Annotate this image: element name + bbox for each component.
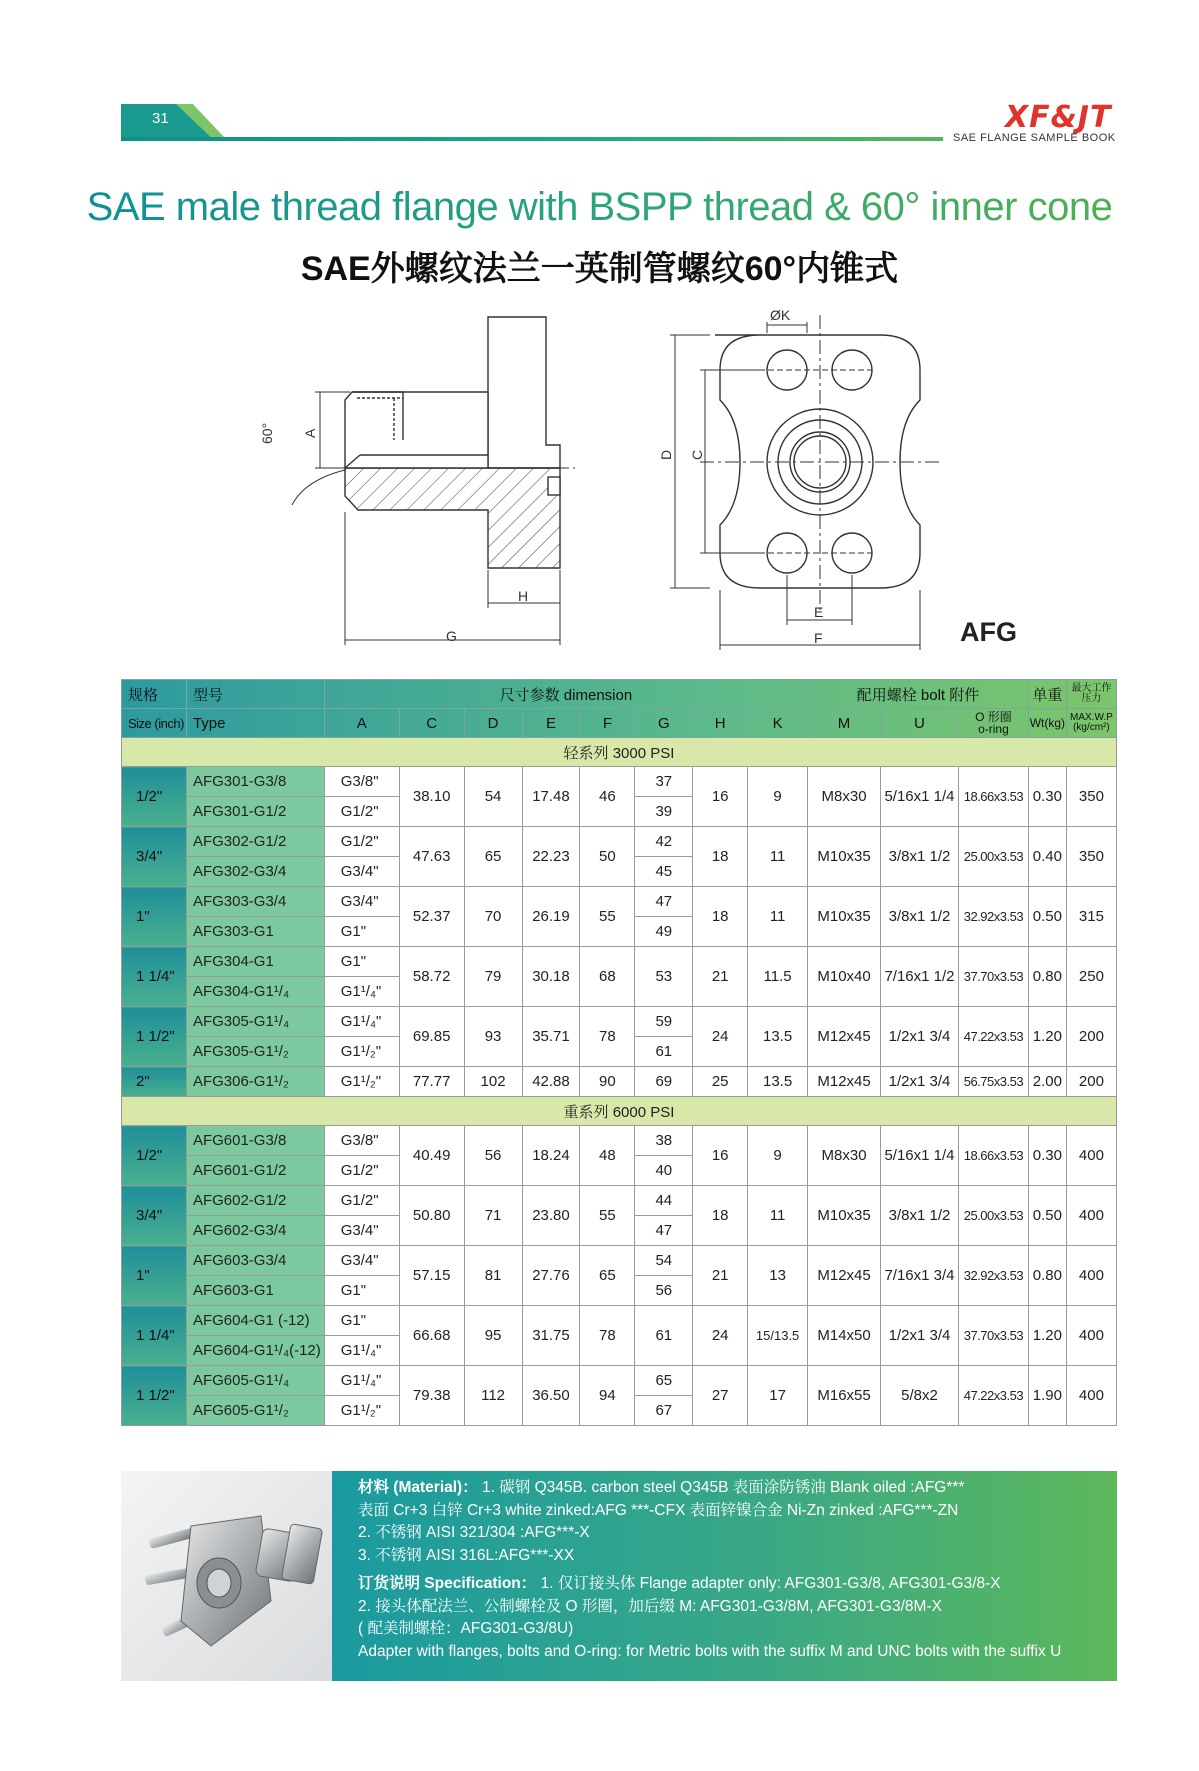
dim-k: 11.5	[748, 947, 808, 1007]
dim-g: 45	[635, 857, 693, 887]
table-header-row-1	[122, 680, 1117, 709]
dim-f: 50	[580, 827, 635, 887]
dim-c: 47.63	[399, 827, 464, 887]
dim-k: 11	[748, 1186, 808, 1246]
bolt-m: M12x45	[808, 1246, 881, 1306]
dim-e: 18.24	[522, 1126, 580, 1186]
oring-size: 37.70x3.53	[958, 947, 1028, 1007]
dim-g: 44	[635, 1186, 693, 1216]
dim-c: 69.85	[399, 1007, 464, 1067]
dim-g: 67	[635, 1396, 693, 1426]
order-line-1: 订货说明 Specification： 1. 仅订接头体 Flange adapter only: AFG301-G3/8, AFG301-G3/8-X	[358, 1575, 1001, 1592]
dim-k: 9	[748, 767, 808, 827]
max-pressure: 400	[1066, 1186, 1116, 1246]
header-weight-cn: 单重	[1028, 680, 1066, 709]
thread-cell: G1¹/₂"	[324, 1396, 399, 1426]
dim-e: 36.50	[522, 1366, 580, 1426]
type-cell: AFG304-G1¹/₄	[186, 977, 324, 1007]
weight: 1.20	[1028, 1306, 1066, 1366]
max-pressure: 350	[1066, 827, 1116, 887]
dim-label-d: D	[658, 449, 674, 460]
bolt-m: M10x35	[808, 887, 881, 947]
bolt-u: 1/2x1 3/4	[881, 1067, 959, 1097]
dim-k: 13	[748, 1246, 808, 1306]
dim-f: 65	[580, 1246, 635, 1306]
dim-c: 50.80	[399, 1186, 464, 1246]
dim-g: 47	[635, 887, 693, 917]
oring-size: 47.22x3.53	[958, 1366, 1028, 1426]
weight: 0.80	[1028, 1246, 1066, 1306]
dim-label-g: G	[446, 628, 457, 644]
bolt-u: 5/8x2	[881, 1366, 959, 1426]
dim-g: 59	[635, 1007, 693, 1037]
dim-f: 78	[580, 1007, 635, 1067]
weight: 0.30	[1028, 1126, 1066, 1186]
dim-label-h: H	[518, 588, 529, 604]
weight: 0.50	[1028, 1186, 1066, 1246]
size-cell: 3/4"	[122, 827, 187, 887]
thread-cell: G3/4"	[324, 857, 399, 887]
series-row	[122, 738, 1117, 767]
type-cell: AFG302-G1/2	[186, 827, 324, 857]
dim-d: 102	[464, 1067, 522, 1097]
bolt-u: 3/8x1 1/2	[881, 887, 959, 947]
flange-product-image	[121, 1471, 332, 1681]
header-dimension: 尺寸参数 dimension	[324, 680, 807, 709]
dim-e: 23.80	[522, 1186, 580, 1246]
bolt-u: 1/2x1 3/4	[881, 1007, 959, 1067]
bolt-m: M12x45	[808, 1067, 881, 1097]
dim-e: 35.71	[522, 1007, 580, 1067]
size-cell: 1"	[122, 887, 187, 947]
dim-g: 40	[635, 1156, 693, 1186]
bolt-m: M8x30	[808, 1126, 881, 1186]
size-cell: 1 1/2"	[122, 1007, 187, 1067]
dim-g: 61	[635, 1306, 693, 1366]
thread-cell: G1"	[324, 1306, 399, 1336]
type-cell: AFG604-G1 (-12)	[186, 1306, 324, 1336]
thread-cell: G1"	[324, 1276, 399, 1306]
header-m: M	[808, 709, 881, 738]
thread-cell: G3/4"	[324, 1216, 399, 1246]
dim-c: 52.37	[399, 887, 464, 947]
thread-cell: G3/4"	[324, 887, 399, 917]
weight: 0.80	[1028, 947, 1066, 1007]
header-oring	[958, 709, 1028, 738]
dim-g: 65	[635, 1366, 693, 1396]
oring-size: 18.66x3.53	[958, 1126, 1028, 1186]
product-code: AFG	[960, 617, 1017, 647]
table-row	[122, 947, 1117, 977]
dim-k: 11	[748, 827, 808, 887]
bolt-u: 3/8x1 1/2	[881, 1186, 959, 1246]
dim-label-c: C	[689, 449, 705, 460]
dim-e: 26.19	[522, 887, 580, 947]
header-type-cn: 型号	[186, 680, 324, 709]
page-number: 31	[152, 110, 169, 127]
type-cell: AFG301-G1/2	[186, 797, 324, 827]
thread-cell: G1/2"	[324, 1156, 399, 1186]
type-cell: AFG603-G1	[186, 1276, 324, 1306]
weight: 2.00	[1028, 1067, 1066, 1097]
thread-cell: G1/2"	[324, 1186, 399, 1216]
thread-cell: G1/2"	[324, 827, 399, 857]
order-line-4: Adapter with flanges, bolts and O-ring: for Metric bolts with the suffix M and UNC bolts with the suffix U	[358, 1642, 1062, 1660]
dim-label-e: E	[814, 604, 824, 620]
size-cell: 1/2"	[122, 767, 187, 827]
header-g: G	[635, 709, 693, 738]
dim-g: 54	[635, 1246, 693, 1276]
thread-cell: G1¹/₄"	[324, 1366, 399, 1396]
table-header-row-2	[122, 709, 1117, 738]
dim-g: 42	[635, 827, 693, 857]
page-title-cn: SAE外螺纹法兰一英制管螺纹60°内锥式	[300, 250, 899, 288]
material-line-2: 表面 Cr+3 白锌 Cr+3 white zinked:AFG ***-CFX 表面锌镍合金 Ni-Zn zinked :AFG***-ZN	[358, 1501, 959, 1519]
size-cell: 1 1/4"	[122, 1306, 187, 1366]
dim-k: 13.5	[748, 1007, 808, 1067]
max-pressure: 400	[1066, 1306, 1116, 1366]
dim-g: 38	[635, 1126, 693, 1156]
header-k: K	[748, 709, 808, 738]
thread-cell: G3/8"	[324, 767, 399, 797]
size-cell: 3/4"	[122, 1186, 187, 1246]
dim-d: 93	[464, 1007, 522, 1067]
material-line-4: 3. 不锈钢 AISI 316L:AFG***-XX	[358, 1546, 575, 1564]
dim-e: 22.23	[522, 827, 580, 887]
bolt-m: M10x35	[808, 827, 881, 887]
dim-g: 37	[635, 767, 693, 797]
oring-size: 56.75x3.53	[958, 1067, 1028, 1097]
dim-k: 13.5	[748, 1067, 808, 1097]
oring-size: 25.00x3.53	[958, 1186, 1028, 1246]
thread-cell: G1¹/₂"	[324, 1067, 399, 1097]
dim-g: 56	[635, 1276, 693, 1306]
dim-c: 57.15	[399, 1246, 464, 1306]
size-cell: 1/2"	[122, 1126, 187, 1186]
thread-cell: G1¹/₄"	[324, 977, 399, 1007]
bolt-m: M8x30	[808, 767, 881, 827]
type-cell: AFG302-G3/4	[186, 857, 324, 887]
dim-c: 77.77	[399, 1067, 464, 1097]
oring-size: 32.92x3.53	[958, 1246, 1028, 1306]
table-row	[122, 1306, 1117, 1336]
max-pressure: 350	[1066, 767, 1116, 827]
max-pressure: 400	[1066, 1126, 1116, 1186]
thread-cell: G1¹/₂"	[324, 1037, 399, 1067]
dim-h: 18	[693, 827, 748, 887]
front-view	[670, 315, 940, 650]
max-pressure: 250	[1066, 947, 1116, 1007]
dim-d: 79	[464, 947, 522, 1007]
weight: 1.20	[1028, 1007, 1066, 1067]
dim-d: 112	[464, 1366, 522, 1426]
oring-size: 37.70x3.53	[958, 1306, 1028, 1366]
dim-h: 18	[693, 887, 748, 947]
dim-g: 69	[635, 1067, 693, 1097]
dim-h: 21	[693, 1246, 748, 1306]
dim-k: 9	[748, 1126, 808, 1186]
page-title-en: SAE male thread flange with BSPP thread & 60° inner cone	[0, 185, 1199, 230]
header-pressure-en: MAX.W.P (kg/cm²)	[1066, 709, 1116, 738]
side-view	[292, 317, 575, 645]
thread-cell: G3/8"	[324, 1126, 399, 1156]
dim-e: 30.18	[522, 947, 580, 1007]
dim-e: 17.48	[522, 767, 580, 827]
type-cell: AFG303-G1	[186, 917, 324, 947]
type-cell: AFG604-G1¹/₄(-12)	[186, 1336, 324, 1366]
header-divider	[121, 137, 943, 141]
thread-cell: G1"	[324, 917, 399, 947]
dim-c: 40.49	[399, 1126, 464, 1186]
bolt-m: M14x50	[808, 1306, 881, 1366]
dim-e: 31.75	[522, 1306, 580, 1366]
oring-size: 47.22x3.53	[958, 1007, 1028, 1067]
dim-label-f: F	[814, 630, 823, 646]
table-row	[122, 1007, 1117, 1037]
order-label: 订货说明 Specification：	[358, 1575, 537, 1592]
dim-f: 94	[580, 1366, 635, 1426]
order-line-2: 2. 接头体配法兰、公制螺栓及 O 形圈，加后缀 M: AFG301-G3/8M, AFG301-G3/8M-X	[358, 1597, 942, 1615]
oring-size: 32.92x3.53	[958, 887, 1028, 947]
header-d: D	[464, 709, 522, 738]
bolt-u: 3/8x1 1/2	[881, 827, 959, 887]
dim-g: 49	[635, 917, 693, 947]
dim-d: 54	[464, 767, 522, 827]
thread-cell: G1¹/₄"	[324, 1007, 399, 1037]
dimension-table	[121, 679, 1117, 1426]
weight: 0.40	[1028, 827, 1066, 887]
dim-h: 18	[693, 1186, 748, 1246]
bolt-u: 1/2x1 3/4	[881, 1306, 959, 1366]
dim-c: 66.68	[399, 1306, 464, 1366]
oring-size: 25.00x3.53	[958, 827, 1028, 887]
type-cell: AFG602-G1/2	[186, 1186, 324, 1216]
max-pressure: 200	[1066, 1067, 1116, 1097]
thread-cell: G1/2"	[324, 797, 399, 827]
dim-label-a: A	[302, 428, 318, 438]
dim-f: 55	[580, 1186, 635, 1246]
bolt-u: 5/16x1 1/4	[881, 1126, 959, 1186]
bolt-u: 7/16x1 3/4	[881, 1246, 959, 1306]
dim-d: 81	[464, 1246, 522, 1306]
weight: 0.50	[1028, 887, 1066, 947]
dim-d: 70	[464, 887, 522, 947]
dim-c: 38.10	[399, 767, 464, 827]
dim-h: 16	[693, 1126, 748, 1186]
type-cell: AFG305-G1¹/₄	[186, 1007, 324, 1037]
series-row	[122, 1097, 1117, 1126]
thread-cell: G3/4"	[324, 1246, 399, 1276]
size-cell: 1 1/2"	[122, 1366, 187, 1426]
series-label: 重系列 6000 PSI	[122, 1097, 1117, 1126]
technical-drawing	[0, 300, 1199, 670]
thread-cell: G1"	[324, 947, 399, 977]
dim-c: 58.72	[399, 947, 464, 1007]
header-oring-en: o-ring	[978, 722, 1009, 736]
dim-f: 68	[580, 947, 635, 1007]
table-row	[122, 767, 1117, 797]
dim-d: 71	[464, 1186, 522, 1246]
table-row	[122, 1186, 1117, 1216]
dim-g: 47	[635, 1216, 693, 1246]
type-cell: AFG605-G1¹/₄	[186, 1366, 324, 1396]
dim-h: 16	[693, 767, 748, 827]
header-size-cn: 规格	[122, 680, 187, 709]
type-cell: AFG306-G1¹/₂	[186, 1067, 324, 1097]
header-pressure-cn: 最大工作压力	[1066, 680, 1116, 709]
header-f: F	[580, 709, 635, 738]
dim-g: 39	[635, 797, 693, 827]
brand-subtitle: SAE FLANGE SAMPLE BOOK	[953, 132, 1116, 144]
dim-d: 56	[464, 1126, 522, 1186]
table-row	[122, 1246, 1117, 1276]
oring-size: 18.66x3.53	[958, 767, 1028, 827]
size-cell: 2"	[122, 1067, 187, 1097]
size-cell: 1 1/4"	[122, 947, 187, 1007]
material-label: 材料 (Material)：	[358, 1479, 478, 1496]
dim-g: 53	[635, 947, 693, 1007]
header-c: C	[399, 709, 464, 738]
material-line-3: 2. 不锈钢 AISI 321/304 :AFG***-X	[358, 1524, 590, 1541]
bolt-m: M10x40	[808, 947, 881, 1007]
dim-label-k: ØK	[770, 307, 791, 323]
thread-cell: G1¹/₄"	[324, 1336, 399, 1366]
header-e: E	[522, 709, 580, 738]
angle-label: 60°	[259, 422, 275, 444]
weight: 1.90	[1028, 1366, 1066, 1426]
order-line-3: ( 配美制螺栓：AFG301-G3/8U)	[358, 1620, 574, 1637]
type-cell: AFG602-G3/4	[186, 1216, 324, 1246]
type-cell: AFG303-G3/4	[186, 887, 324, 917]
dim-h: 24	[693, 1007, 748, 1067]
dim-f: 46	[580, 767, 635, 827]
max-pressure: 400	[1066, 1246, 1116, 1306]
weight: 0.30	[1028, 767, 1066, 827]
header-type-en: Type	[186, 709, 324, 738]
bolt-m: M16x55	[808, 1366, 881, 1426]
type-cell: AFG605-G1¹/₂	[186, 1396, 324, 1426]
max-pressure: 200	[1066, 1007, 1116, 1067]
type-cell: AFG301-G3/8	[186, 767, 324, 797]
dim-h: 27	[693, 1366, 748, 1426]
header-u: U	[881, 709, 959, 738]
header-weight-en: Wt(kg)	[1028, 709, 1066, 738]
product-photo	[121, 1471, 332, 1681]
brand-logo: XF&JT	[1005, 100, 1112, 135]
size-cell: 1"	[122, 1246, 187, 1306]
type-cell: AFG601-G3/8	[186, 1126, 324, 1156]
max-pressure: 400	[1066, 1366, 1116, 1426]
dim-f: 90	[580, 1067, 635, 1097]
dim-d: 65	[464, 827, 522, 887]
notes-panel	[121, 1471, 1117, 1681]
dim-d: 95	[464, 1306, 522, 1366]
dim-k: 15/13.5	[748, 1306, 808, 1366]
table-row	[122, 1366, 1117, 1396]
dim-e: 27.76	[522, 1246, 580, 1306]
dim-g: 61	[635, 1037, 693, 1067]
header-bolt: 配用螺栓 bolt 附件	[808, 680, 1029, 709]
dim-f: 55	[580, 887, 635, 947]
dim-f: 48	[580, 1126, 635, 1186]
header-oring-cn: O 形圈	[975, 710, 1012, 724]
table-row	[122, 1126, 1117, 1156]
bolt-m: M12x45	[808, 1007, 881, 1067]
type-cell: AFG304-G1	[186, 947, 324, 977]
series-label: 轻系列 3000 PSI	[122, 738, 1117, 767]
dim-k: 17	[748, 1366, 808, 1426]
dim-h: 24	[693, 1306, 748, 1366]
dim-k: 11	[748, 887, 808, 947]
material-spec-text	[332, 1471, 1117, 1681]
max-pressure: 315	[1066, 887, 1116, 947]
dim-c: 79.38	[399, 1366, 464, 1426]
type-cell: AFG603-G3/4	[186, 1246, 324, 1276]
header-size-en: Size (inch)	[122, 709, 187, 738]
bolt-u: 5/16x1 1/4	[881, 767, 959, 827]
header-a: A	[324, 709, 399, 738]
type-cell: AFG305-G1¹/₂	[186, 1037, 324, 1067]
material-line-1: 材料 (Material)： 1. 碳钢 Q345B. carbon steel Q345B 表面涂防锈油 Blank oiled :AFG***	[358, 1479, 965, 1496]
dim-e: 42.88	[522, 1067, 580, 1097]
dim-h: 25	[693, 1067, 748, 1097]
dim-h: 21	[693, 947, 748, 1007]
header-h: H	[693, 709, 748, 738]
bolt-m: M10x35	[808, 1186, 881, 1246]
dim-f: 78	[580, 1306, 635, 1366]
table-row	[122, 887, 1117, 917]
table-row	[122, 1067, 1117, 1097]
bolt-u: 7/16x1 1/2	[881, 947, 959, 1007]
table-row	[122, 827, 1117, 857]
type-cell: AFG601-G1/2	[186, 1156, 324, 1186]
